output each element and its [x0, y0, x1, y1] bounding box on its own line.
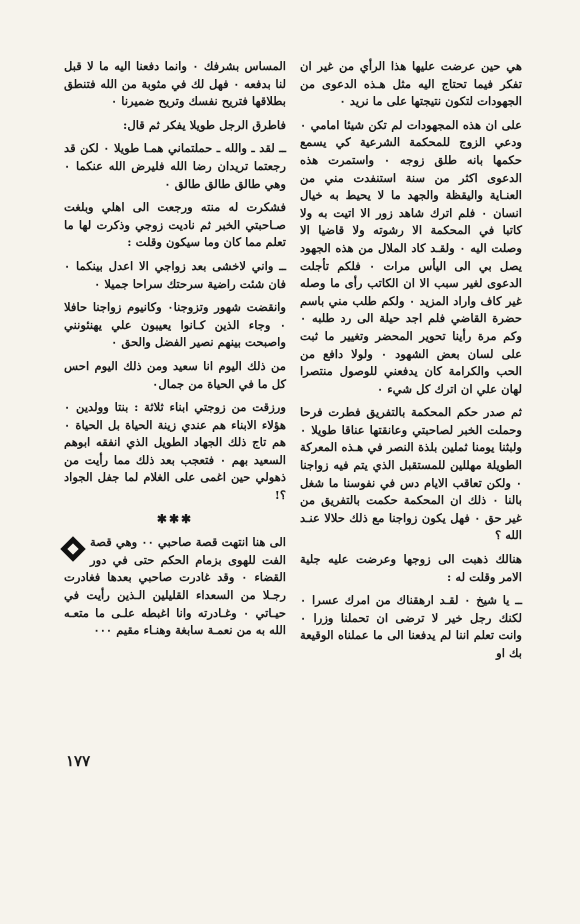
paragraph-text: الى هنا انتهت قصة صاحبي ٠٠ وهي قصة الفت للهوى بزمام الحكم حتى في دور القضاء ٠ وقد غادرت صاحبي بعدها فغادرت رجـلا من السعداء القليلين الـذين رأيت في حيـاتي ٠ وغـادرته وانا اغبطه علـى ما متعـه الله به من نعمـة سابغة وهنـاء مقيم ٠٠٠ — [64, 535, 286, 638]
paragraph: من ذلك اليوم انا سعيد ومن ذلك اليوم احس كل ما في الحياة من جمال٠ — [64, 358, 286, 391]
paragraph: فشكرت له منته ورجعت الى اهلي وبلغت صـاحبتي الخبر ثم ناديت زوجي وذكرت لها ما تعلم مما كان وما سيكون وقلت : — [64, 200, 286, 250]
section-separator: ✱✱✱ — [156, 511, 194, 526]
paragraph: ثم صدر حكم المحكمة بالتفريق فطرت فرحا وحملت الخبر لصاحبتي وعانقتها عناقا طويلا ٠ ولبثنا يومنا ثملين بلذة النصر في هـذه المعركة الطويلة مهللين للمستقبل الذي يتم فيه زواجنا ٠ ولكن تعاقب الايام دس في نفوسنا ما شغل بالنا ٠ ذلك ان المحكمة حكمت بالتفريق من غير حق ٠ فهل يكون زواجنا مع ذلك حلالا عنـد الله ؟ — [300, 405, 522, 543]
paragraph: فاطرق الرجل طويلا يفكر ثم قال: — [123, 117, 286, 132]
paragraph: على ان هذه المجهودات لم تكن شيئا امامي ٠ ودعي الزوج للمحكمة الشرعية كي يسمع حكمها بانه طلق زوجه ٠ واستمرت هذه الدعوى اكثر من سنة استنفدت مني من العنـاية واليقظة والجهد ما لا يحيط به خيال انسان ٠ فلم اترك شاهد زور الا اتيت به ولا كاتبا في المحكمة الا رشوته ولا قاضيا الا وصلت اليه ٠ ولقـد كاد الملال من هذه الجهود يصل بي الى اليأس مرات ٠ فلكم تأجلت الدعوى لغير سبب الا ان الكاتب رأى ما وصله غير كاف واراد المزيد ٠ ولكم طلب مني باسم حضرة القاضي فلم اجد حيلة الى رد طلبه ٠ وكم مرة رأينا تحوير المحضر وتغيير ما ثبت على لسان بعض الشهود ٠ ولولا دافع من الحب والكرامة كان يدفعني للوصول منتصرا لهان علي ان اترك كل شيء ٠ — [300, 117, 522, 396]
paragraph — [64, 534, 286, 640]
paragraph: ورزقت من زوجتي ابناء ثلاثة : بنتا وولدين ٠ هؤلاء الابناء هم عندي زينة الحياة بل الحياة ٠ هم تاج ذلك الجهاد الطويل الذي انفقه ابوهم السعيد بهم ٠ فتعجب بعد ذلك مما رأيت من ذهولي حين اغمى على الغلام لما جفل الجواد ؟! — [64, 400, 286, 503]
paragraph: ــ يا شيخ ٠ لقـد ارهقناك من امرك عسرا ٠ لكنك رجل خير لا ترضى ان تحملنا وزرا ٠ وانت تعلم اننا لم يدفعنا الى ما عملناه الوقيعة بك او — [300, 593, 523, 660]
paragraph: ــ واني لاخشى بعد زواجي الا اعدل بينكما ٠ فان شئت راضية سرحتك سراحا جميلا ٠ — [64, 258, 286, 291]
diamond-ornament-icon — [60, 537, 85, 562]
paragraph: وانقضت شهور وتزوجنا٠ وكانيوم زواجنا حافلا ٠ وجاء الذين كـانوا يعيبون علي يهنئونني واصبحت بينهم نصير الفضل والحق ٠ — [64, 300, 286, 350]
left-column — [64, 58, 286, 646]
page-number: ١٧٧ — [66, 752, 91, 770]
paragraph: هنالك ذهبت الى زوجها وعرضت عليه جلية الامر وقلت له : — [300, 552, 522, 584]
right-column — [300, 58, 522, 669]
paragraph: المساس بشرفك ٠ وانما دفعنا اليه ما لا قبل لنا بدفعه ٠ فهل لك في مثوبة من الله فتنطق بطلاقها فتريح نفسك وتريح ضميرنا ٠ — [64, 59, 286, 109]
paragraph: هي حين عرضت عليها هذا الرأي من غير ان تفكر فيما تحتاج اليه مثل هـذه الدعوى من الجهودات لتكون نتيجتها على ما نريد ٠ — [300, 59, 522, 109]
paragraph: ــ لقد ـ والله ـ حملتماني همـا طويلا ٠ لكن قد رجعتما تريدان رضا الله فليرض الله عنكما ٠ وهي طالق طالق طالق ٠ — [64, 141, 286, 191]
